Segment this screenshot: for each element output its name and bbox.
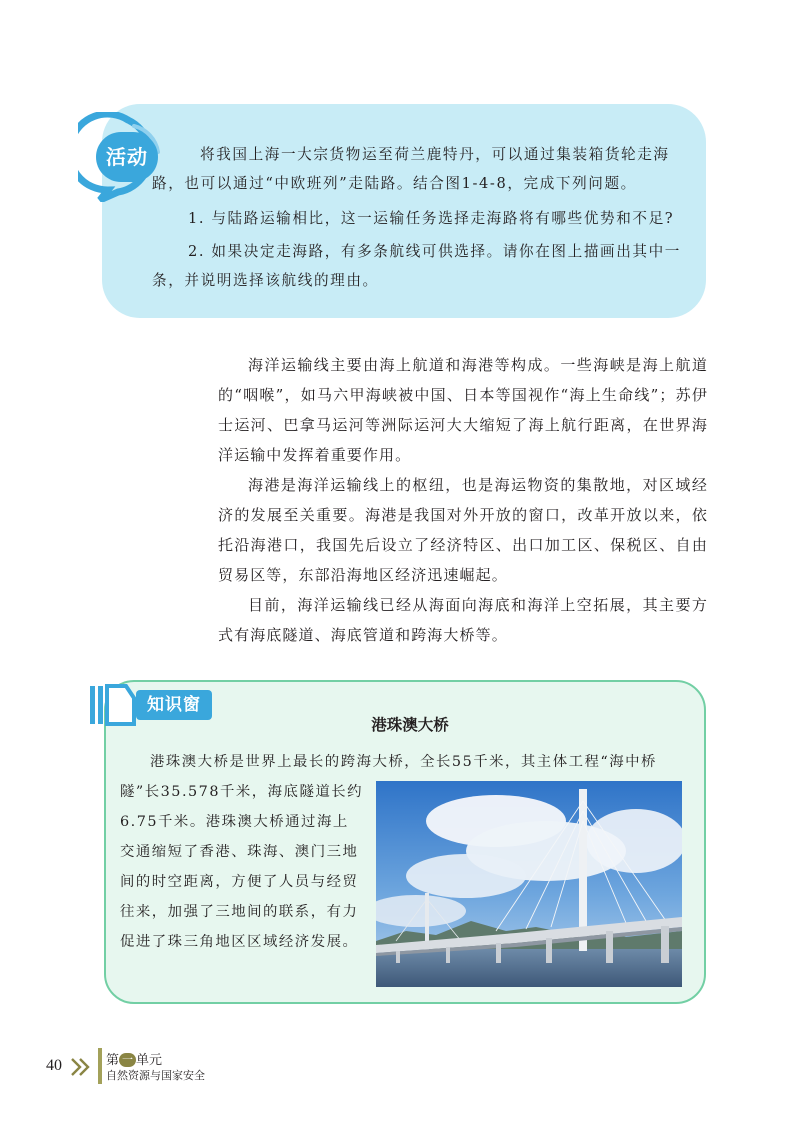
- footer-divider: [98, 1048, 102, 1084]
- bridge-photo: [376, 781, 682, 987]
- body-paragraph-3: 目前，海洋运输线已经从海面向海底和海洋上空拓展，其主要方式有海底隧道、海底管道和跨海大桥等。: [218, 596, 708, 644]
- body-text: [218, 350, 708, 650]
- knowledge-title: 港珠澳大桥: [371, 716, 449, 734]
- unit-label: [106, 1049, 162, 1068]
- page-number: 40: [46, 1057, 62, 1074]
- knowledge-text: 隧”长35.578千米，海底隧道长约6.75千米。港珠澳大桥通过海上交通缩短了香港、珠海、澳门三地间的时空距离，方便了人员与经贸往来，加强了三地间的联系，有力促进了珠三角地区区域经济发展。: [120, 784, 364, 950]
- unit-suffix: 单元: [136, 1053, 163, 1068]
- body-paragraph-2: 海港是海洋运输线上的枢纽，也是海运物资的集散地，对区域经济的发展至关重要。海港是我国对外开放的窗口，改革开放以来，依托沿海港口，我国先后设立了经济特区、出口加工区、保税区、自由贸易区等，东部沿海地区经济迅速崛起。: [218, 476, 708, 584]
- activity-badge: 活动: [96, 132, 158, 182]
- body-paragraph-1: 海洋运输线主要由海上航道和海港等构成。一些海峡是海上航道的“咽喉”，如马六甲海峡被中国、日本等国视作“海上生命线”；苏伊士运河、巴拿马运河等洲际运河大大缩短了海上航行距离，在世界海洋运输中发挥着重要作用。: [218, 356, 708, 464]
- activity-text: [152, 140, 684, 295]
- activity-question-1: 1. 与陆路运输相比，这一运输任务选择走海路将有哪些优势和不足?: [188, 210, 675, 227]
- unit-prefix: 第: [106, 1053, 120, 1068]
- double-chevron-icon: [70, 1058, 92, 1076]
- knowledge-badge: 知识窗: [136, 690, 212, 720]
- window-icon: [88, 682, 138, 728]
- knowledge-intro: 港珠澳大桥是世界上最长的跨海大桥，全长55千米，其主体工程“海中桥: [150, 754, 657, 770]
- activity-question-2: 2. 如果决定走海路，有多条航线可供选择。请你在图上描画出其中一条，并说明选择该航线的理由。: [152, 243, 681, 289]
- unit-number: 一: [119, 1053, 136, 1067]
- activity-intro-line2: 路，也可以通过“中欧班列”走陆路。结合图1-4-8，完成下列问题。: [152, 175, 637, 192]
- unit-title: 自然资源与国家安全: [106, 1069, 205, 1082]
- activity-intro-line1: 将我国上海一大宗货物运至荷兰鹿特丹，可以通过集装箱货轮走海: [200, 146, 670, 163]
